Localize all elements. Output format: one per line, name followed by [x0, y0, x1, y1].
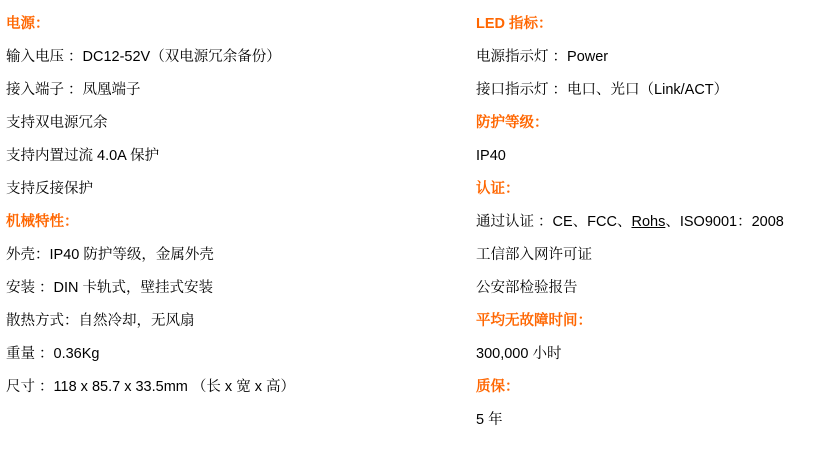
section-protection-level — [476, 107, 828, 173]
spec-line-reverse-protection: 支持反接保护 — [6, 181, 93, 197]
spec-line-mtbf-value: 300,000 小时 — [476, 346, 562, 362]
spec-line-mounting: 安装 ：DIN 卡轨式，壁挂式安装 — [6, 280, 214, 296]
spec-line-certifications: 通过认证 ：CE、FCC、Rohs、ISO9001：2008 — [476, 214, 784, 230]
right-column — [470, 0, 828, 437]
spec-line-power-led: 电源指示灯 ：Power — [476, 49, 609, 65]
section-warranty — [476, 371, 828, 437]
section-heading-protection-level: 防护等级： — [476, 115, 549, 131]
spec-line-ip-rating: IP40 — [476, 148, 506, 164]
spec-line-inspection-report: 公安部检验报告 — [476, 280, 578, 296]
spec-line-overcurrent-protection: 支持内置过流 4.0A 保护 — [6, 148, 160, 164]
spec-line-input-voltage: 输入电压 ：DC12-52V（双电源冗余备份） — [6, 49, 281, 65]
spec-line-enclosure: 外壳：IP40 防护等级，金属外壳 — [6, 247, 214, 263]
spec-line-network-access-license: 工信部入网许可证 — [476, 247, 592, 263]
section-heading-power: 电源： — [6, 16, 50, 32]
section-heading-certification: 认证： — [476, 181, 520, 197]
spec-line-cooling: 散热方式：自然冷却，无风扇 — [6, 313, 195, 329]
section-heading-warranty: 质保： — [476, 379, 520, 395]
section-power — [6, 8, 470, 206]
section-certification — [476, 173, 828, 305]
spec-line-port-led: 接口指示灯 ：电口、光口（Link/ACT） — [476, 82, 729, 98]
section-mechanical — [6, 206, 470, 404]
section-mtbf — [476, 305, 828, 371]
section-led — [476, 8, 828, 107]
section-heading-mtbf: 平均无故障时间： — [476, 313, 592, 329]
section-heading-mechanical: 机械特性： — [6, 214, 79, 230]
spec-line-dual-power-redundancy: 支持双电源冗余 — [6, 115, 108, 131]
left-column — [0, 0, 470, 404]
spec-line-warranty-value: 5 年 — [476, 412, 503, 428]
spec-line-weight: 重量 ：0.36Kg — [6, 346, 100, 362]
spec-line-terminal: 接入端子 ：凤凰端子 — [6, 82, 141, 98]
section-heading-led: LED 指标： — [476, 16, 553, 32]
underlined-token: Rohs — [631, 214, 666, 230]
spec-line-dimensions: 尺寸 ：118 x 85.7 x 33.5mm （长 x 宽 x 高） — [6, 379, 296, 395]
